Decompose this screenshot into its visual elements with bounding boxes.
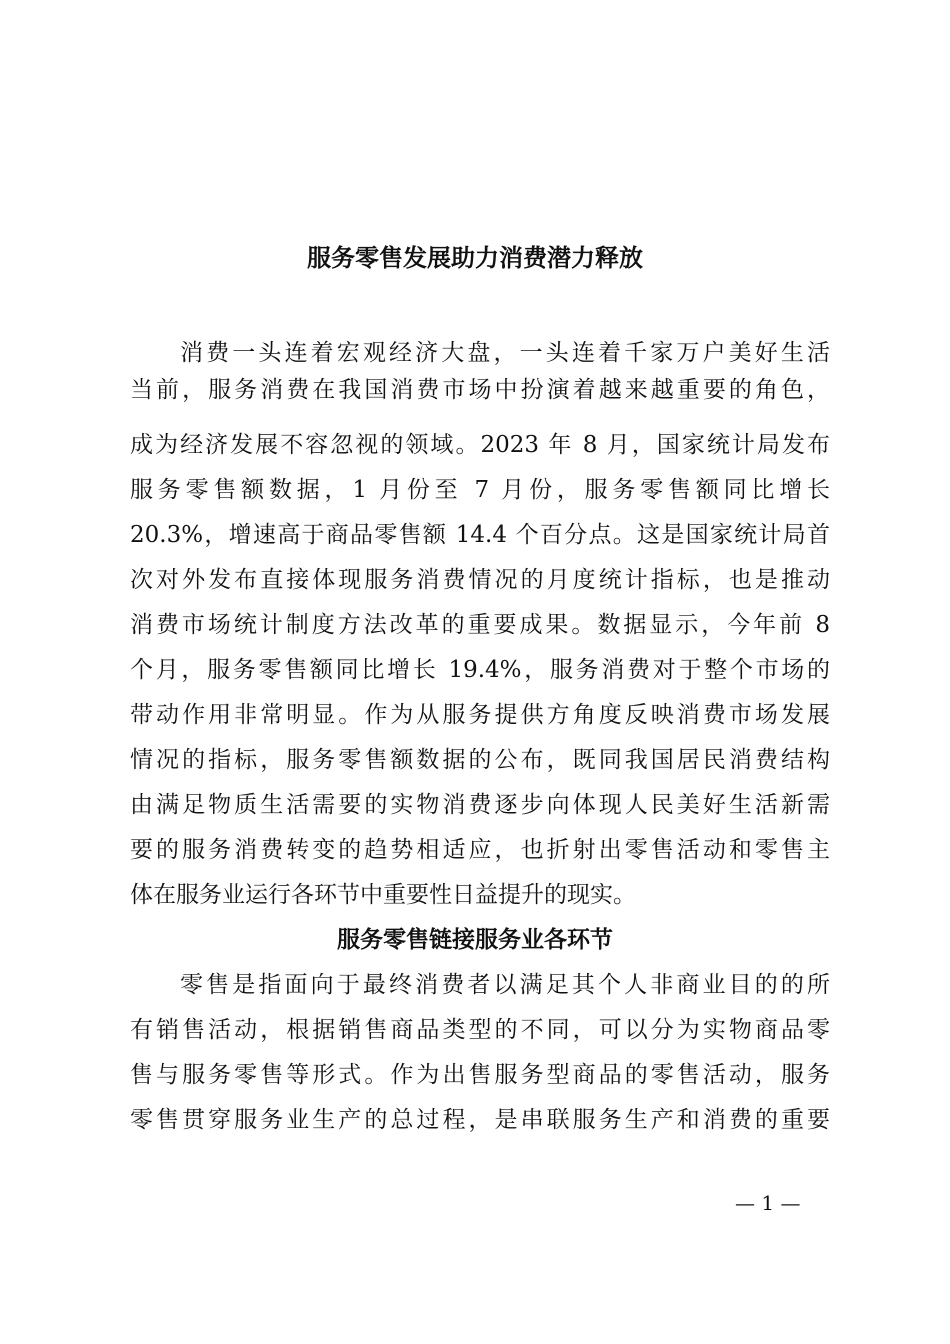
- paragraph-line: 有销售活动，根据销售商品类型的不同，可以分为实物商品零: [130, 1017, 830, 1043]
- paragraph-line: 要的服务消费转变的趋势相适应，也折射出零售活动和零售主: [130, 837, 830, 863]
- paragraph-line: 成为经济发展不容忽视的领域。2023 年 8 月，国家统计局发布: [130, 432, 830, 458]
- section-heading: 服务零售链接服务业各环节: [337, 926, 613, 953]
- document-title: 服务零售发展助力消费潜力释放: [307, 243, 643, 272]
- paragraph-line: 20.3%，增速高于商品零售额 14.4 个百分点。这是国家统计局首: [130, 522, 830, 548]
- paragraph-line: 情况的指标，服务零售额数据的公布，既同我国居民消费结构: [130, 747, 830, 773]
- paragraph-line: 次对外发布直接体现服务消费情况的月度统计指标，也是推动: [130, 567, 830, 593]
- paragraph-line: 由满足物质生活需要的实物消费逐步向体现人民美好生活新需: [130, 792, 830, 818]
- page-number: — 1 —: [735, 1191, 801, 1215]
- paragraph-line: 服务零售额数据，1 月份至 7 月份，服务零售额同比增长: [130, 477, 830, 503]
- paragraph-line: 体在服务业运行各环节中重要性日益提升的现实。: [130, 882, 636, 908]
- paragraph-line: 消费一头连着宏观经济大盘，一头连着千家万户美好生活: [180, 340, 830, 366]
- paragraph-line: 带动作用非常明显。作为从服务提供方角度反映消费市场发展: [130, 702, 830, 728]
- paragraph-line: 当前，服务消费在我国消费市场中扮演着越来越重要的角色，: [130, 377, 830, 403]
- paragraph-line: 个月，服务零售额同比增长 19.4%，服务消费对于整个市场的: [130, 657, 830, 683]
- paragraph-line: 消费市场统计制度方法改革的重要成果。数据显示，今年前 8: [130, 612, 830, 638]
- paragraph-line: 零售贯穿服务业生产的总过程，是串联服务生产和消费的重要: [130, 1107, 830, 1133]
- paragraph-line: 售与服务零售等形式。作为出售服务型商品的零售活动，服务: [130, 1062, 830, 1088]
- paragraph-line: 零售是指面向于最终消费者以满足其个人非商业目的的所: [180, 972, 830, 998]
